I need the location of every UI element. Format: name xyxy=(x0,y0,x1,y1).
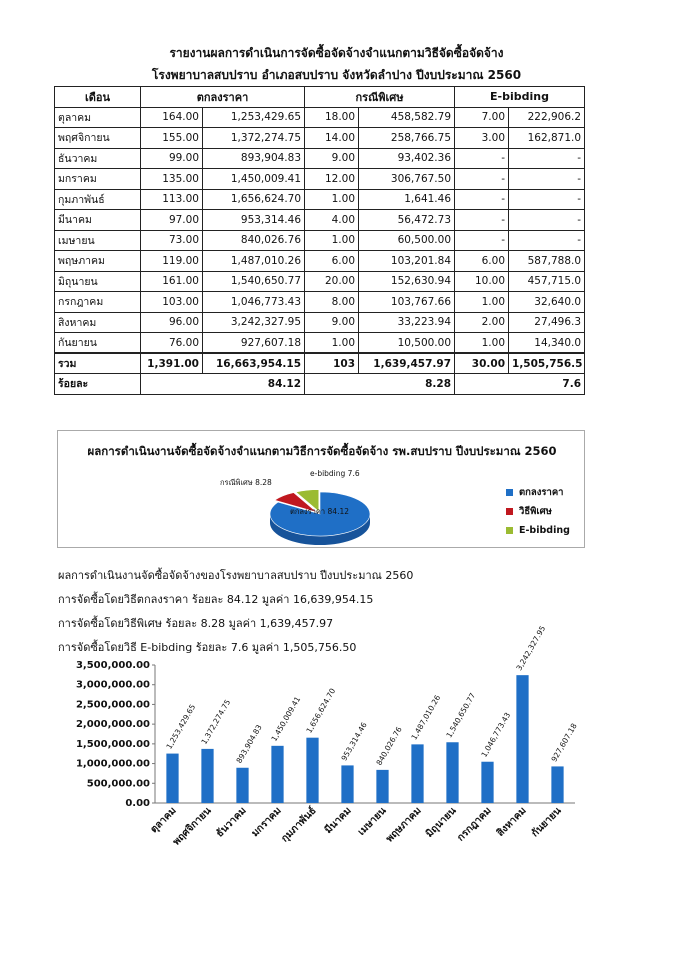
table-row xyxy=(55,128,585,149)
summary-line-4: การจัดซื้อโดยวิธี E-bibding ร้อยละ 7.6 มูลค่า 1,505,756.50 xyxy=(58,641,357,654)
value-cell: 1,372,274.75 xyxy=(203,128,305,149)
value-cell: 2.00 xyxy=(455,312,509,333)
value-cell: 1,641.46 xyxy=(359,189,455,210)
percent-label: ร้อยละ xyxy=(55,374,141,395)
value-cell: - xyxy=(509,148,585,169)
pie-chart-title: ผลการดำเนินงานจัดซื้อจัดจ้างจำแนกตามวิธีการจัดซื้อจัดจ้าง รพ.สบปราบ ปีงบประมาณ 2560 xyxy=(87,444,557,458)
value-cell: 840,026.76 xyxy=(203,230,305,251)
value-cell: 14,340.0 xyxy=(509,333,585,354)
total-cell: 16,663,954.15 xyxy=(203,353,305,374)
value-cell: 10.00 xyxy=(455,271,509,292)
table-row xyxy=(55,169,585,190)
value-cell: 14.00 xyxy=(305,128,359,149)
table-row xyxy=(55,230,585,251)
value-cell: 27,496.3 xyxy=(509,312,585,333)
value-cell: 3.00 xyxy=(455,128,509,149)
value-cell: 76.00 xyxy=(141,333,203,354)
bar xyxy=(306,738,318,803)
value-cell: 93,402.36 xyxy=(359,148,455,169)
month-cell: พฤศจิกายน xyxy=(55,128,141,149)
value-cell: 3,242,327.95 xyxy=(203,312,305,333)
month-cell: มีนาคม xyxy=(55,210,141,231)
value-cell: - xyxy=(455,189,509,210)
percent-cell: 8.28 xyxy=(305,374,455,395)
percent-cell: 84.12 xyxy=(141,374,305,395)
bar-data-label: 1,046,773.43 xyxy=(479,710,513,759)
value-cell: 1,656,624.70 xyxy=(203,189,305,210)
value-cell: 73.00 xyxy=(141,230,203,251)
report-title-line1: รายงานผลการดำเนินการจัดซื้อจัดจ้างจำแนกตามวิธีจัดซื้อจัดจ้าง xyxy=(169,46,504,60)
value-cell: 1.00 xyxy=(305,333,359,354)
total-cell: 103 xyxy=(305,353,359,374)
total-cell: 1,639,457.97 xyxy=(359,353,455,374)
table-header-row xyxy=(55,87,585,108)
header-month: เดือน xyxy=(55,87,141,108)
bar xyxy=(516,675,528,803)
value-cell: 1.00 xyxy=(455,292,509,313)
report-title-line2: โรงพยาบาลสบปราบ อำเภอสบปราบ จังหวัดลำปาง ปีงบประมาณ 2560 xyxy=(151,68,522,82)
total-cell: 1,505,756.5 xyxy=(509,353,585,374)
table-row xyxy=(55,148,585,169)
total-label: รวม xyxy=(55,353,141,374)
pie-label-special: กรณีพิเศษ 8.28 xyxy=(220,478,272,487)
pie-label-ebidding: e-bibding 7.6 xyxy=(310,469,360,478)
legend-item-ebidding: E-bibding xyxy=(506,521,570,540)
bar xyxy=(166,754,178,803)
value-cell: 135.00 xyxy=(141,169,203,190)
bar xyxy=(481,762,493,803)
value-cell: 927,607.18 xyxy=(203,333,305,354)
total-cell: 1,391.00 xyxy=(141,353,203,374)
value-cell: - xyxy=(455,169,509,190)
bar-data-label: 1,372,274.75 xyxy=(199,697,233,746)
value-cell: 33,223.94 xyxy=(359,312,455,333)
bar-data-label: 3,242,327.95 xyxy=(514,624,548,673)
value-cell: 103.00 xyxy=(141,292,203,313)
legend-item-negotiate: ตกลงราคา xyxy=(506,483,570,502)
bar xyxy=(341,765,353,803)
table-row xyxy=(55,312,585,333)
value-cell: 162,871.0 xyxy=(509,128,585,149)
x-tick-label: เมษายน xyxy=(356,805,389,838)
total-row xyxy=(55,353,585,374)
month-cell: เมษายน xyxy=(55,230,141,251)
percent-cell: 7.6 xyxy=(455,374,585,395)
value-cell: - xyxy=(509,230,585,251)
bar-data-label: 1,450,009.41 xyxy=(269,694,303,743)
pie-label-negotiate: ตกลงราคา 84.12 xyxy=(290,507,349,516)
value-cell: 32,640.0 xyxy=(509,292,585,313)
value-cell: 10,500.00 xyxy=(359,333,455,354)
summary-line-2: การจัดซื้อโดยวิธีตกลงราคา ร้อยละ 84.12 มูลค่า 16,639,954.15 xyxy=(58,593,374,606)
value-cell: 1,046,773.43 xyxy=(203,292,305,313)
table-row xyxy=(55,251,585,272)
x-tick-label: พฤษภาคม xyxy=(384,805,424,845)
value-cell: 155.00 xyxy=(141,128,203,149)
value-cell: 893,904.83 xyxy=(203,148,305,169)
month-cell: ตุลาคม xyxy=(55,107,141,128)
month-cell: กุมภาพันธ์ xyxy=(55,189,141,210)
bar xyxy=(201,749,213,803)
bar xyxy=(411,744,423,803)
value-cell: 1.00 xyxy=(455,333,509,354)
month-cell: พฤษภาคม xyxy=(55,251,141,272)
y-tick-label: 1,000,000.00 xyxy=(75,758,150,770)
x-tick-label: สิงหาคม xyxy=(495,805,529,839)
bar xyxy=(446,742,458,803)
procurement-table xyxy=(54,86,585,395)
pie-legend xyxy=(506,483,570,540)
value-cell: 1,253,429.65 xyxy=(203,107,305,128)
bar-data-label: 1,540,650.77 xyxy=(444,691,478,740)
legend-item-special: วิธีพิเศษ xyxy=(506,502,570,521)
value-cell: 161.00 xyxy=(141,271,203,292)
x-tick-label: มกราคม xyxy=(249,805,284,840)
month-cell: มกราคม xyxy=(55,169,141,190)
table-row xyxy=(55,292,585,313)
value-cell: 96.00 xyxy=(141,312,203,333)
x-tick-label: มิถุนายน xyxy=(424,805,459,840)
month-cell: สิงหาคม xyxy=(55,312,141,333)
value-cell: 1,450,009.41 xyxy=(203,169,305,190)
month-cell: มิถุนายน xyxy=(55,271,141,292)
header-negotiate: ตกลงราคา xyxy=(141,87,305,108)
bar-data-label: 1,656,624.70 xyxy=(304,686,338,735)
month-cell: กรกฎาคม xyxy=(55,292,141,313)
value-cell: 20.00 xyxy=(305,271,359,292)
header-ebidding: E-bibding xyxy=(455,87,585,108)
value-cell: 9.00 xyxy=(305,148,359,169)
value-cell: 6.00 xyxy=(305,251,359,272)
x-tick-label: มีนาคม xyxy=(322,805,354,836)
bar-data-label: 893,904.83 xyxy=(234,723,264,765)
value-cell: - xyxy=(455,230,509,251)
value-cell: 258,766.75 xyxy=(359,128,455,149)
total-cell: 30.00 xyxy=(455,353,509,374)
value-cell: 6.00 xyxy=(455,251,509,272)
value-cell: 9.00 xyxy=(305,312,359,333)
table-row xyxy=(55,189,585,210)
value-cell: 1.00 xyxy=(305,189,359,210)
month-cell: กันยายน xyxy=(55,333,141,354)
bar xyxy=(236,768,248,803)
value-cell: 152,630.94 xyxy=(359,271,455,292)
bar xyxy=(271,746,283,803)
table-row xyxy=(55,271,585,292)
x-tick-label: กรกฎาคม xyxy=(455,805,494,844)
y-tick-label: 2,500,000.00 xyxy=(75,699,150,711)
value-cell: 12.00 xyxy=(305,169,359,190)
table-body xyxy=(55,107,585,394)
value-cell: 1,487,010.26 xyxy=(203,251,305,272)
summary-line-3: การจัดซื้อโดยวิธีพิเศษ ร้อยละ 8.28 มูลค่า 1,639,457.97 xyxy=(58,617,334,630)
x-tick-label: ตุลาคม xyxy=(148,805,179,836)
value-cell: 587,788.0 xyxy=(509,251,585,272)
value-cell: 306,767.50 xyxy=(359,169,455,190)
bar-data-label: 953,314.46 xyxy=(339,720,369,763)
value-cell: 60,500.00 xyxy=(359,230,455,251)
bar xyxy=(551,766,563,803)
value-cell: - xyxy=(455,210,509,231)
value-cell: - xyxy=(509,189,585,210)
y-tick-label: 1,500,000.00 xyxy=(75,738,150,750)
value-cell: 103,201.84 xyxy=(359,251,455,272)
table-row xyxy=(55,210,585,231)
y-tick-label: 3,000,000.00 xyxy=(75,679,150,691)
summary-line-1: ผลการดำเนินงานจัดซื้อจัดจ้างของโรงพยาบาลสบปราบ ปีงบประมาณ 2560 xyxy=(58,569,414,582)
pie-chart-panel xyxy=(57,430,585,548)
y-tick-label: 3,500,000.00 xyxy=(75,660,150,671)
percent-row xyxy=(55,374,585,395)
value-cell: 4.00 xyxy=(305,210,359,231)
value-cell: - xyxy=(509,169,585,190)
x-tick-label: กุมภาพันธ์ xyxy=(279,805,319,845)
value-cell: - xyxy=(455,148,509,169)
header-special: กรณีพิเศษ xyxy=(305,87,455,108)
x-tick-label: พฤศจิกายน xyxy=(171,805,214,848)
value-cell: 7.00 xyxy=(455,107,509,128)
value-cell: 1.00 xyxy=(305,230,359,251)
value-cell: 458,582.79 xyxy=(359,107,455,128)
x-tick-label: กันยายน xyxy=(529,805,564,840)
value-cell: 103,767.66 xyxy=(359,292,455,313)
bar-data-label: 1,253,429.65 xyxy=(164,702,198,751)
y-tick-label: 2,000,000.00 xyxy=(75,719,150,731)
table-row xyxy=(55,107,585,128)
bar xyxy=(376,770,388,803)
value-cell: - xyxy=(509,210,585,231)
value-cell: 119.00 xyxy=(141,251,203,272)
value-cell: 56,472.73 xyxy=(359,210,455,231)
y-tick-label: 500,000.00 xyxy=(86,778,150,790)
value-cell: 457,715.0 xyxy=(509,271,585,292)
bar-data-label: 840,026.76 xyxy=(374,725,404,767)
value-cell: 164.00 xyxy=(141,107,203,128)
bar-data-label: 1,487,010.26 xyxy=(409,693,443,742)
value-cell: 8.00 xyxy=(305,292,359,313)
value-cell: 1,540,650.77 xyxy=(203,271,305,292)
y-tick-label: 0.00 xyxy=(125,798,150,809)
value-cell: 99.00 xyxy=(141,148,203,169)
value-cell: 18.00 xyxy=(305,107,359,128)
bar-data-label: 927,607.18 xyxy=(549,721,579,764)
value-cell: 222,906.2 xyxy=(509,107,585,128)
value-cell: 113.00 xyxy=(141,189,203,210)
x-tick-label: ธันวาคม xyxy=(214,805,249,840)
value-cell: 953,314.46 xyxy=(203,210,305,231)
month-cell: ธันวาคม xyxy=(55,148,141,169)
value-cell: 97.00 xyxy=(141,210,203,231)
table-row xyxy=(55,333,585,354)
